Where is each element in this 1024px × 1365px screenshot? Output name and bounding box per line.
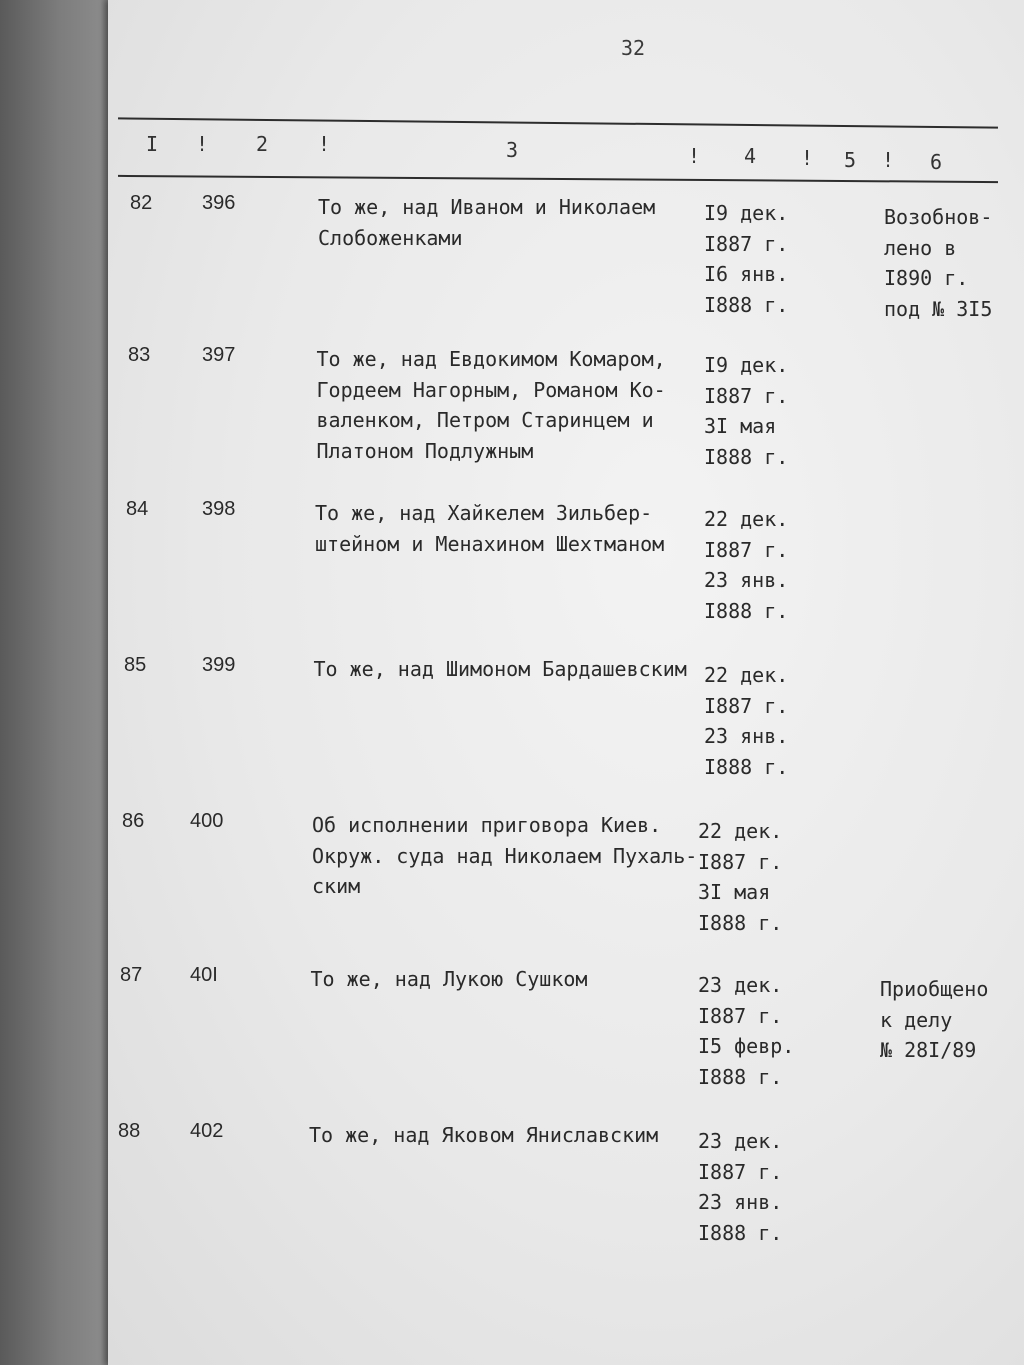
header-top-rule <box>118 117 998 128</box>
entry-description-line: штейном и Менахином Шехтманом <box>315 531 665 556</box>
entry-number: 83 <box>128 344 151 366</box>
file-number: 402 <box>190 1120 224 1142</box>
entry-date-line: 22 дек. <box>698 819 783 843</box>
file-number: 398 <box>202 498 236 520</box>
header-col-5: 5 <box>844 148 857 172</box>
entry-description-line: Окруж. суда над Николаем Пухаль- <box>312 843 698 868</box>
entry-description-line: То же, над Иваном и Николаем <box>318 195 656 219</box>
entry-date-line: I887 г. <box>704 231 789 256</box>
entry-date-line: I887 г. <box>698 1159 783 1184</box>
entry-date-line: I888 г. <box>698 1064 783 1089</box>
file-number: 397 <box>202 344 236 366</box>
entry-date-line: I888 г. <box>704 754 789 779</box>
entry-description-line: То же, над Шимоном Бардашевским <box>313 657 687 681</box>
entry-date-line: 3I мая <box>704 414 777 438</box>
file-number: 399 <box>202 654 236 676</box>
entry-note-line: Приобщено <box>880 977 989 1001</box>
entry-date-line: I9 дек. <box>704 353 789 377</box>
document-page <box>108 0 1024 1365</box>
entry-date-line: 23 янв. <box>704 568 789 592</box>
entry-date-line: I887 г. <box>704 537 789 562</box>
file-number: 40I <box>190 964 218 986</box>
entry-date-line: I888 г. <box>698 910 783 935</box>
entry-date-line: I9 дек. <box>704 201 789 225</box>
entry-note-line: под № 3I5 <box>884 296 993 321</box>
header-separator: ! <box>882 148 895 172</box>
entry-number: 82 <box>130 192 153 214</box>
entry-date-line: I887 г. <box>698 1003 783 1028</box>
header-col-4: 4 <box>744 144 757 168</box>
entry-date-line: I888 г. <box>704 292 789 317</box>
entry-description-line: То же, над Евдокимом Комаром, <box>316 347 666 371</box>
file-number: 400 <box>190 810 224 832</box>
entry-number: 86 <box>122 810 145 832</box>
entry-description-line: Платоном Подлужным <box>316 438 534 463</box>
entry-date-line: I887 г. <box>698 849 783 874</box>
entry-date-line: I888 г. <box>698 1220 783 1245</box>
entry-note-line: лено в <box>884 235 957 260</box>
entry-date-line: I6 янв. <box>704 262 789 286</box>
entry-date-line: 3I мая <box>698 880 771 904</box>
entry-date-line: I888 г. <box>704 598 789 623</box>
entry-note-line: № 28I/89 <box>880 1038 977 1062</box>
entry-number: 84 <box>126 498 149 520</box>
entry-date-line: 23 дек. <box>698 973 783 997</box>
entry-date-line: 22 дек. <box>704 663 789 687</box>
entry-note-line: I890 г. <box>884 266 969 290</box>
header-separator: ! <box>801 146 814 170</box>
entry-note-line: к делу <box>880 1007 953 1032</box>
file-number: 396 <box>202 192 236 214</box>
entry-description-line: валенком, Петром Старинцем и <box>316 408 654 432</box>
header-col-3: 3 <box>506 138 519 162</box>
entry-number: 87 <box>120 964 143 986</box>
page-number: 32 <box>620 36 646 60</box>
entry-date-line: I5 февр. <box>698 1034 795 1058</box>
entry-date-line: 23 дек. <box>698 1129 783 1153</box>
entry-date-line: 22 дек. <box>704 507 789 531</box>
header-col-2: 2 <box>256 132 269 156</box>
header-bottom-rule <box>118 175 998 183</box>
header-separator: ! <box>196 132 209 156</box>
entry-number: 85 <box>124 654 147 676</box>
entry-date-line: I887 г. <box>704 383 789 408</box>
entry-date-line: 23 янв. <box>698 1190 783 1214</box>
entry-date-line: I888 г. <box>704 444 789 469</box>
entry-description-line: Об исполнении приговора Киев. <box>312 813 662 837</box>
header-separator: ! <box>688 144 701 168</box>
entry-number: 88 <box>118 1120 141 1142</box>
entry-description-line: То же, над Яковом Яниславским <box>309 1123 659 1147</box>
entry-date-line: 23 янв. <box>704 724 789 748</box>
entry-description-line: ским <box>312 874 361 898</box>
header-col-6: 6 <box>930 150 943 174</box>
entry-date-line: I887 г. <box>704 693 789 718</box>
entry-description-line: Слобоженками <box>318 225 463 250</box>
entry-note-line: Возобнов- <box>884 205 993 229</box>
entry-description-line: Гордеем Нагорным, Романом Ко- <box>316 377 666 402</box>
entry-description-line: То же, над Лукою Сушком <box>310 967 588 991</box>
entry-description-line: То же, над Хайкелем Зильбер- <box>315 501 653 525</box>
header-separator: ! <box>318 132 331 156</box>
header-col-1: I <box>146 132 159 156</box>
